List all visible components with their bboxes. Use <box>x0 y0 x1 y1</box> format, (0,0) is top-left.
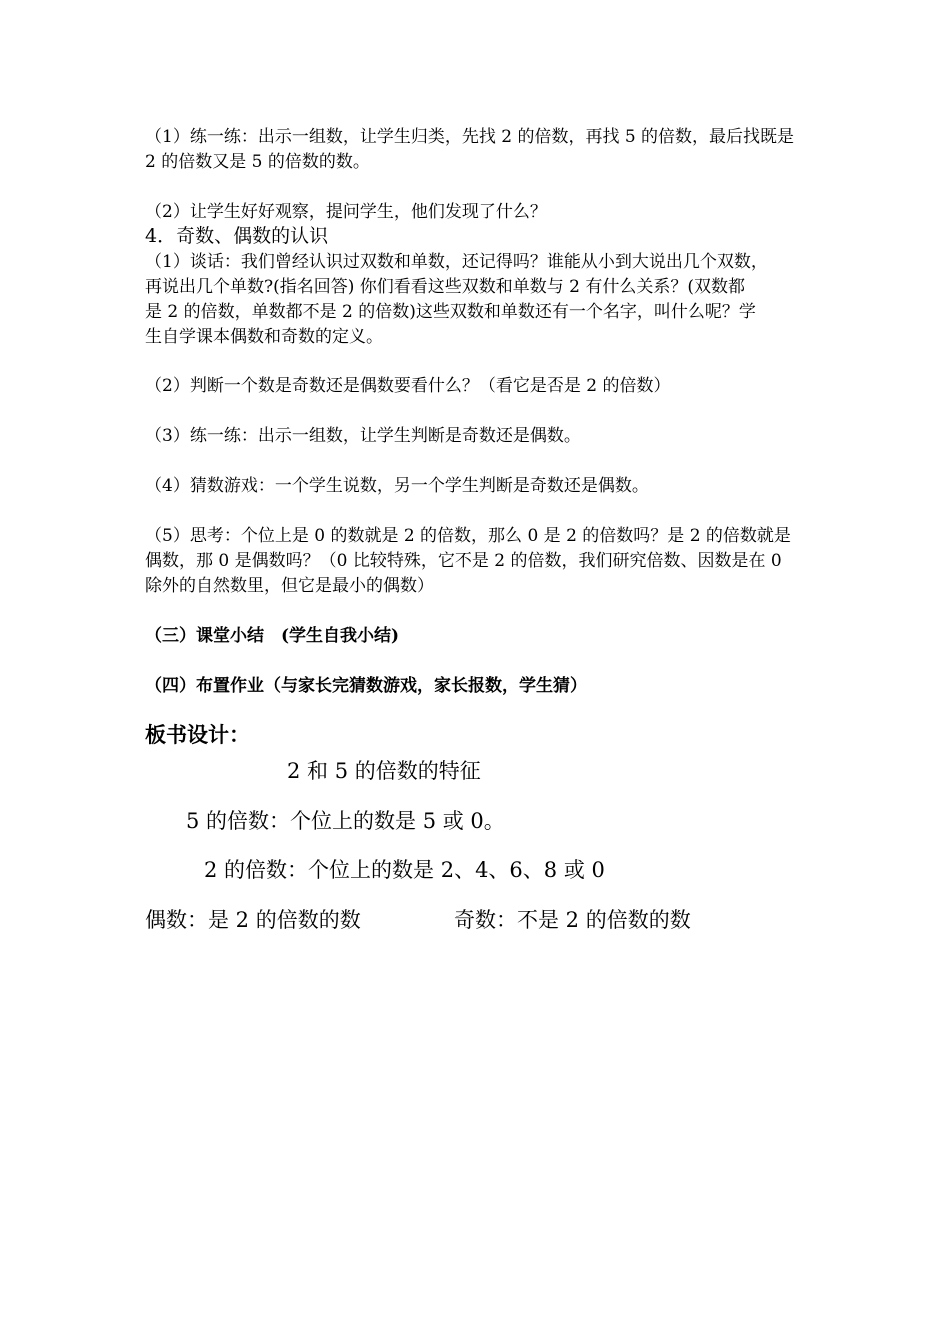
talk-line-1: （1）谈话：我们曾经认识过双数和单数，还记得吗？谁能从小到大说出几个双数， <box>145 252 768 272</box>
board-odd-definition: 奇数：不是 2 的倍数的数 <box>454 908 691 932</box>
think-line-1: （5）思考：个位上是 0 的数就是 2 的倍数，那么 0 是 2 的倍数吗？是 2 的倍数就是 <box>145 526 791 546</box>
judge-question: （2）判断一个数是奇数还是偶数要看什么？（看它是否是 2 的倍数） <box>145 376 671 396</box>
section-4-heading: 4．奇数、偶数的认识 <box>145 225 329 247</box>
homework-heading: （四）布置作业（与家长完猜数游戏，家长报数，学生猜） <box>145 676 587 696</box>
observe-question: （2）让学生好好观察，提问学生，他们发现了什么？ <box>145 202 547 222</box>
think-line-2: 偶数，那 0 是偶数吗？（0 比较特殊，它不是 2 的倍数，我们研究倍数、因数是在 0 <box>145 551 782 571</box>
talk-line-4: 生自学课本偶数和奇数的定义。 <box>145 327 383 347</box>
practice-1-line-2: 2 的倍数又是 5 的倍数的数。 <box>145 152 370 172</box>
practice-3: （3）练一练：出示一组数，让学生判断是奇数还是偶数。 <box>145 426 581 446</box>
board-title: 2 和 5 的倍数的特征 <box>287 759 481 783</box>
summary-heading: （三）课堂小结 (学生自我小结) <box>145 626 400 646</box>
practice-1-line-1: （1）练一练：出示一组数，让学生归类，先找 2 的倍数，再找 5 的倍数，最后找既是 <box>145 127 795 147</box>
board-even-definition: 偶数：是 2 的倍数的数 <box>145 908 361 932</box>
board-five-rule: 5 的倍数：个位上的数是 5 或 0。 <box>186 809 505 833</box>
guess-game: （4）猜数游戏：一个学生说数，另一个学生判断是奇数还是偶数。 <box>145 476 649 496</box>
board-two-rule: 2 的倍数：个位上的数是 2、4、6、8 或 0 <box>204 858 605 882</box>
think-line-3: 除外的自然数里，但它是最小的偶数） <box>145 576 434 596</box>
board-design-label: 板书设计： <box>145 722 250 747</box>
talk-line-3: 是 2 的倍数，单数都不是 2 的倍数)这些双数和单数还有一个名字，叫什么呢？学 <box>145 302 756 322</box>
talk-line-2: 再说出几个单数?(指名回答) 你们看看这些双数和单数与 2 有什么关系？(双数都 <box>145 277 746 297</box>
